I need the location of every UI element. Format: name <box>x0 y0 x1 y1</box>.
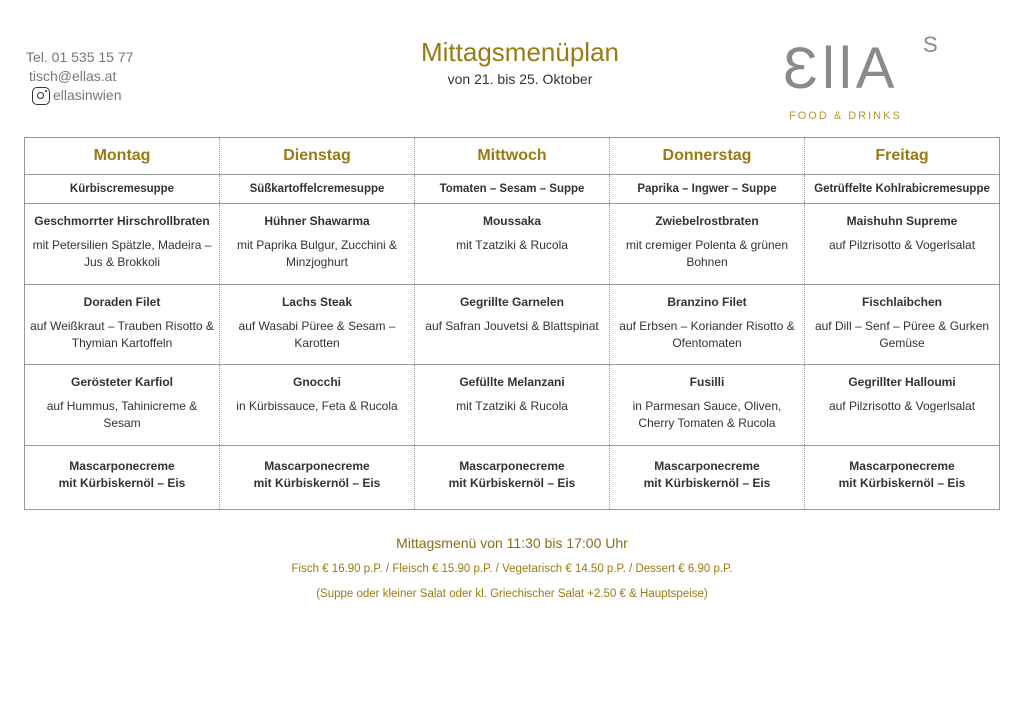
dish-name: Gefüllte Melanzani <box>459 375 565 390</box>
dish-cell <box>415 365 610 446</box>
dish-description: auf Wasabi Püree & Sesam – Karotten <box>238 318 396 350</box>
contact-block <box>26 48 133 105</box>
instagram-handle: ellasinwien <box>53 87 122 103</box>
dish-description: in Parmesan Sauce, Oliven, Cherry Tomaten & Rucola <box>632 399 782 431</box>
dish-name: Lachs Steak <box>281 294 353 309</box>
dessert-cell <box>25 445 220 509</box>
dish-description: auf Hummus, Tahinicreme & Sesam <box>46 399 198 431</box>
day-header-row <box>25 138 1000 175</box>
header <box>395 36 645 87</box>
soup-cell: Tomaten – Sesam – Suppe <box>415 175 610 204</box>
dessert-description: mit Kürbiskernöl – Eis <box>253 475 381 490</box>
soup-cell: Kürbiscremesuppe <box>25 175 220 204</box>
dish-cell <box>220 284 415 365</box>
logo-superscript: S <box>923 32 938 57</box>
meat-row <box>25 203 1000 284</box>
dessert-description: mit Kürbiskernöl – Eis <box>838 475 966 490</box>
dessert-cell <box>415 445 610 509</box>
soup-cell: Süßkartoffelcremesuppe <box>220 175 415 204</box>
dessert-cell <box>610 445 805 509</box>
dish-name: Zwiebelrostbraten <box>655 213 759 228</box>
lunch-hours: Mittagsmenü von 11:30 bis 17:00 Uhr <box>396 535 628 551</box>
dessert-description: mit Kürbiskernöl – Eis <box>58 475 186 490</box>
dish-cell <box>610 284 805 365</box>
instagram-icon <box>32 87 50 105</box>
dish-name: Moussaka <box>482 213 542 228</box>
price-note: (Suppe oder kleiner Salat oder kl. Griechischer Salat +2.50 € & Hauptspeise) <box>316 588 708 600</box>
page-title: Mittagsmenüplan <box>421 37 619 67</box>
instagram-line[interactable] <box>26 86 133 105</box>
soup-cell: Getrüffelte Kohlrabicremesuppe <box>805 175 1000 204</box>
soup-row <box>25 175 1000 204</box>
dessert-name: Mascarponecreme <box>69 458 175 473</box>
dessert-name: Mascarponecreme <box>849 458 955 473</box>
dish-description: mit Paprika Bulgur, Zucchini & Minzjoghurt <box>236 237 398 269</box>
dessert-name: Mascarponecreme <box>459 458 565 473</box>
dessert-cell <box>805 445 1000 509</box>
dish-cell <box>805 284 1000 365</box>
dish-description: auf Erbsen – Koriander Risotto & Ofentomaten <box>619 318 795 350</box>
dish-description: mit Petersilien Spätzle, Madeira – Jus & Brokkoli <box>32 237 212 269</box>
dish-description: auf Pilzrisotto & Vogerlsalat <box>828 399 976 414</box>
day-header: Dienstag <box>220 138 415 175</box>
day-header: Donnerstag <box>610 138 805 175</box>
dessert-row <box>25 445 1000 509</box>
dish-name: Gerösteter Karfiol <box>70 375 174 390</box>
day-header: Montag <box>25 138 220 175</box>
dessert-cell <box>220 445 415 509</box>
dish-name: Hühner Shawarma <box>264 213 370 228</box>
dish-cell <box>25 203 220 284</box>
dish-description: auf Weißkraut – Trauben Risotto & Thymian Kartoffeln <box>30 318 214 350</box>
dish-name: Gegrillter Halloumi <box>848 375 956 390</box>
dish-cell <box>25 365 220 446</box>
dish-name: Fusilli <box>689 375 725 390</box>
dish-cell <box>805 365 1000 446</box>
day-header: Mittwoch <box>415 138 610 175</box>
soup-cell: Paprika – Ingwer – Suppe <box>610 175 805 204</box>
ellas-logo <box>775 30 945 130</box>
dish-name: Maishuhn Supreme <box>846 213 958 228</box>
dish-description: mit Tzatziki & Rucola <box>456 399 568 414</box>
dish-cell <box>610 365 805 446</box>
logo-tagline: FOOD & DRINKS <box>789 110 902 122</box>
dish-name: Gnocchi <box>292 375 341 390</box>
dessert-description: mit Kürbiskernöl – Eis <box>643 475 771 490</box>
page-subtitle: von 21. bis 25. Oktober <box>447 71 593 87</box>
price-list: Fisch € 16.90 p.P. / Fleisch € 15.90 p.P. / Vegetarisch € 14.50 p.P. / Dessert € 6.90 p.P. <box>291 563 733 575</box>
dish-name: Doraden Filet <box>83 294 161 309</box>
dish-cell <box>415 284 610 365</box>
dish-cell <box>805 203 1000 284</box>
dish-description: in Kürbissauce, Feta & Rucola <box>236 399 398 414</box>
dish-description: auf Pilzrisotto & Vogerlsalat <box>828 237 976 252</box>
dish-name: Fischlaibchen <box>861 294 943 309</box>
menu-table <box>24 137 1000 510</box>
dish-cell <box>220 203 415 284</box>
vegetarian-row <box>25 365 1000 446</box>
dish-name: Geschmorrter Hirschrollbraten <box>34 213 210 228</box>
dish-description: mit Tzatziki & Rucola <box>456 237 568 252</box>
dessert-description: mit Kürbiskernöl – Eis <box>448 475 576 490</box>
dish-description: auf Safran Jouvetsi & Blattspinat <box>425 318 599 333</box>
dessert-name: Mascarponecreme <box>654 458 760 473</box>
dish-description: mit cremiger Polenta & grünen Bohnen <box>625 237 789 269</box>
dish-cell <box>220 365 415 446</box>
dish-cell <box>25 284 220 365</box>
dish-name: Branzino Filet <box>667 294 747 309</box>
dish-description: auf Dill – Senf – Püree & Gurken Gemüse <box>814 318 990 350</box>
phone-line: Tel. 01 535 15 77 <box>26 49 134 65</box>
fish-row <box>25 284 1000 365</box>
logo-word: ƐllA <box>783 36 899 101</box>
dish-cell <box>610 203 805 284</box>
dish-name: Gegrillte Garnelen <box>459 294 565 309</box>
dish-cell <box>415 203 610 284</box>
email-line[interactable]: tisch@ellas.at <box>29 68 117 84</box>
dessert-name: Mascarponecreme <box>264 458 370 473</box>
day-header: Freitag <box>805 138 1000 175</box>
